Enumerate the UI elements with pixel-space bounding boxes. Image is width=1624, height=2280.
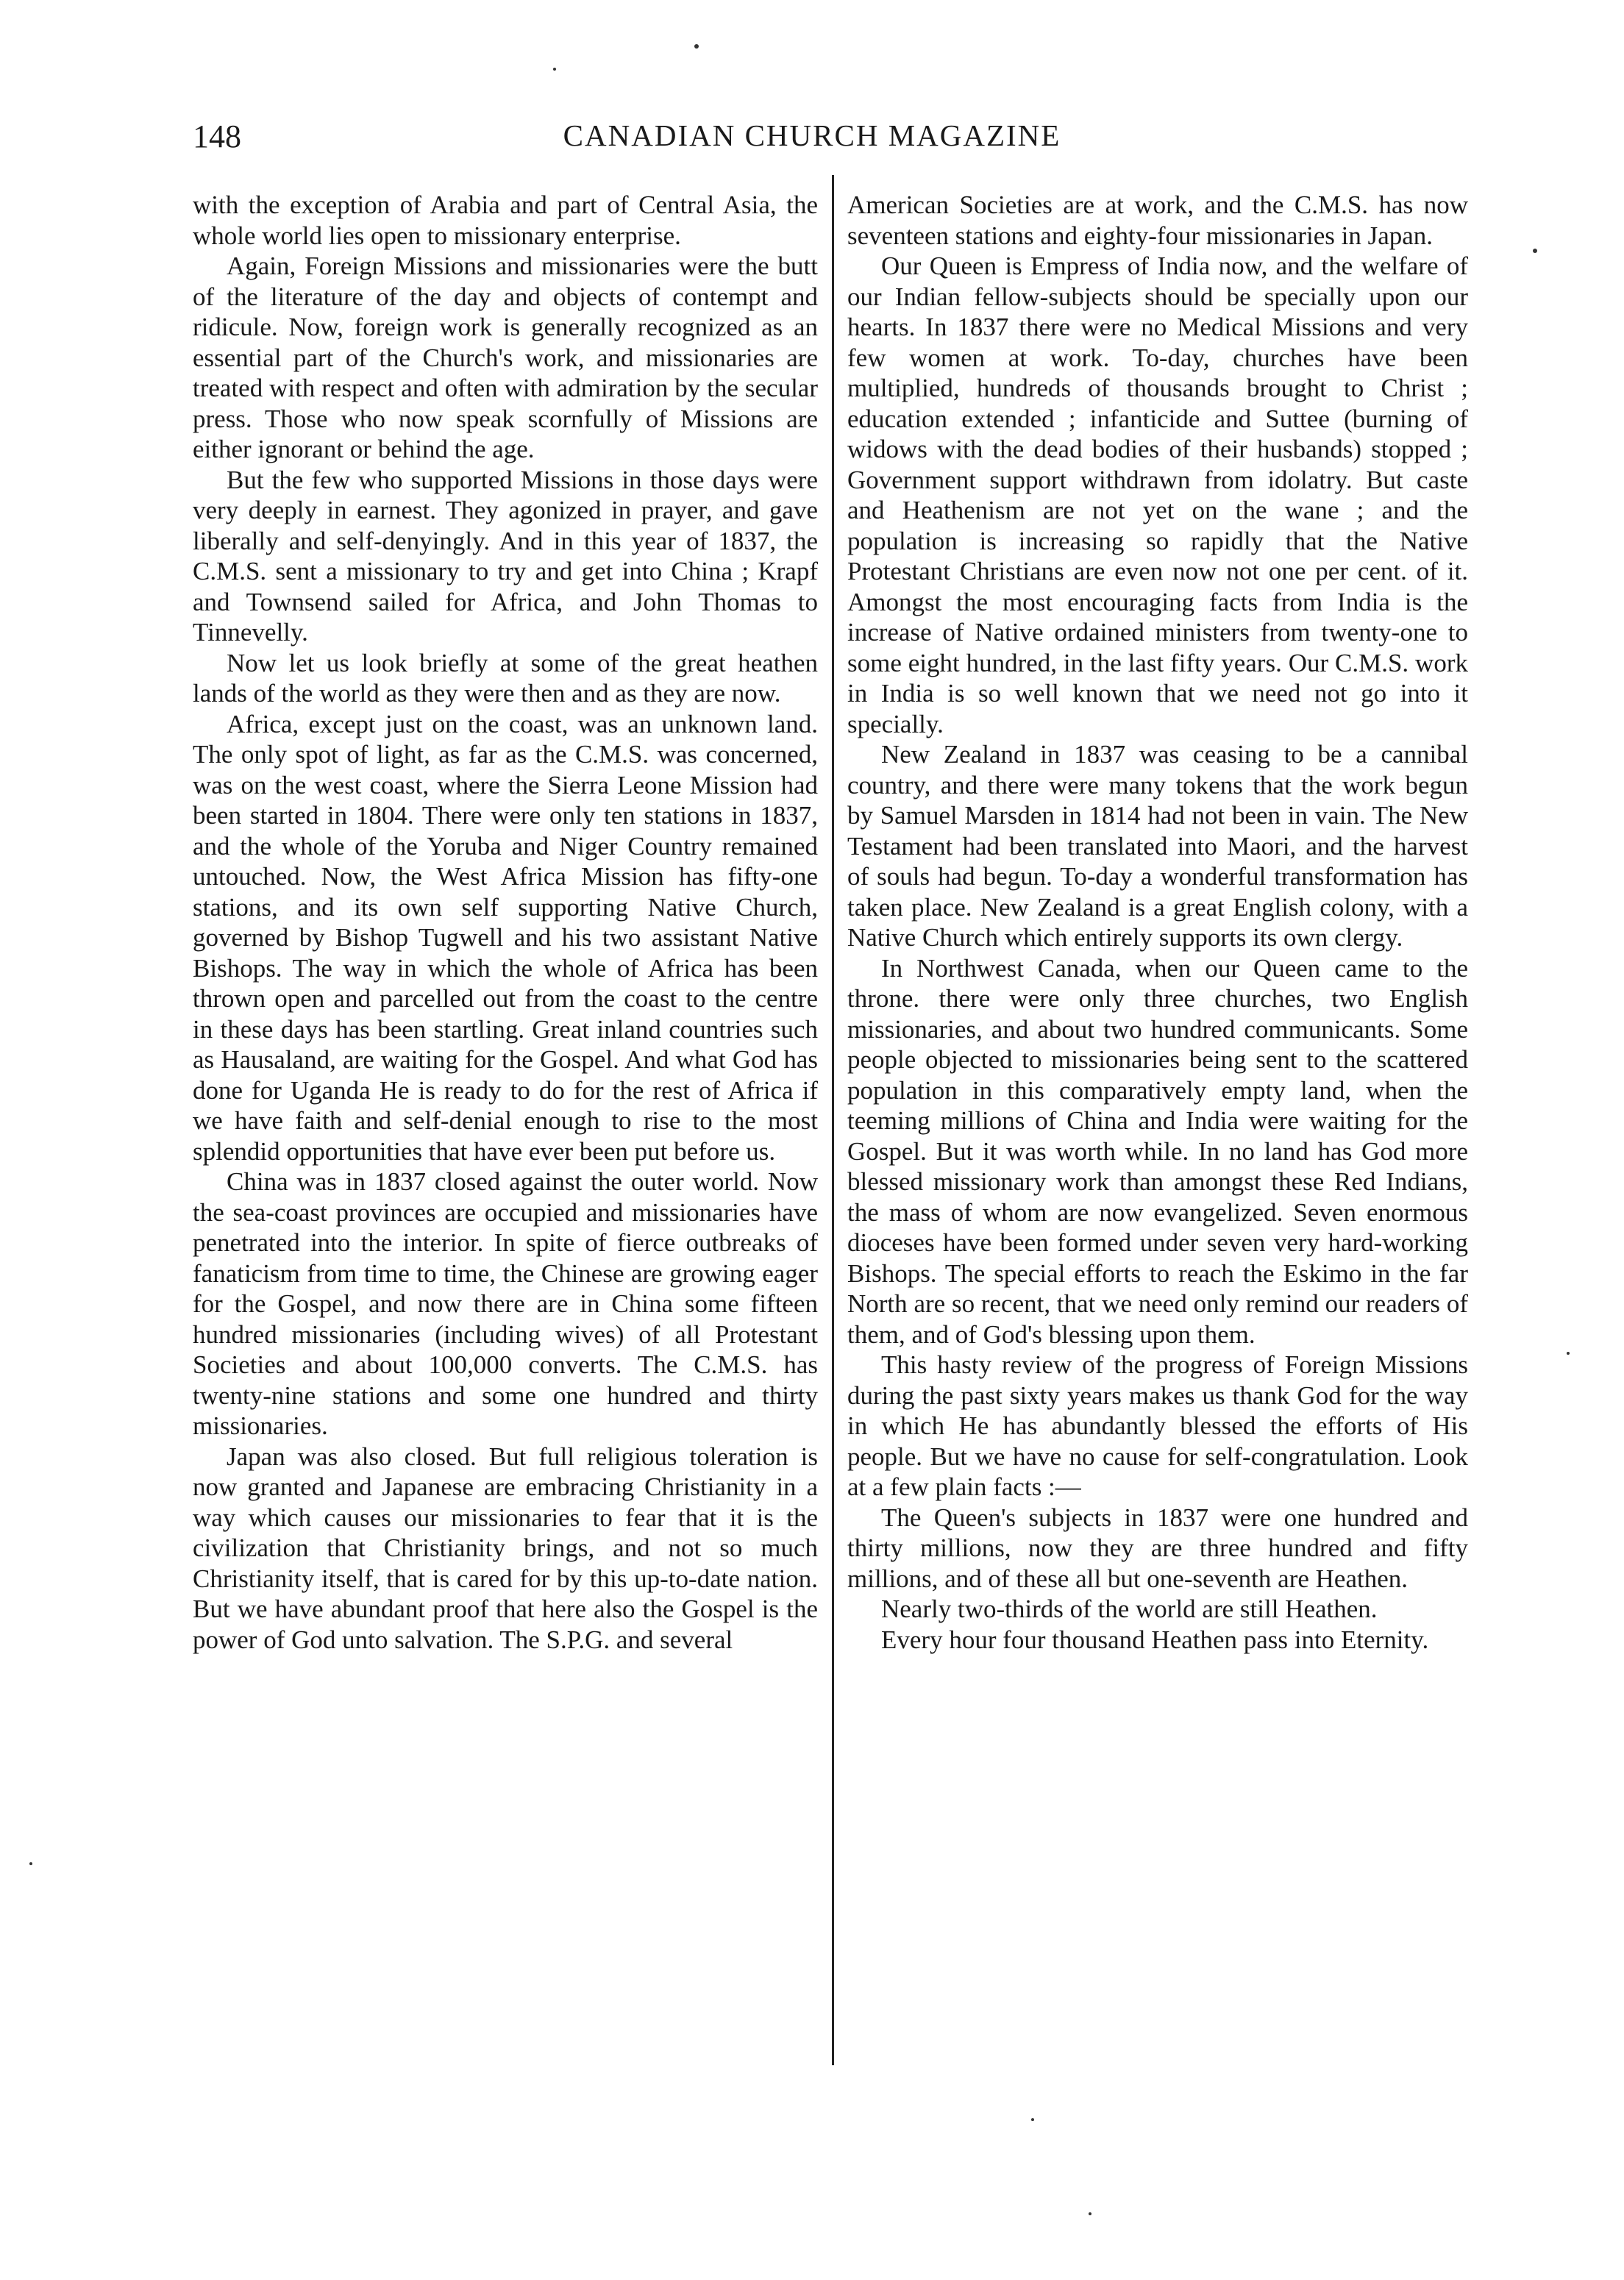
paragraph: China was in 1837 closed against the outer world. Now the sea-coast provinces are occupied and missionaries have penetrated into the interior. In spite of fierce outbreaks of fanaticism from time to time, the Chinese are growing eager for the Gospel, and now there are in China some fifteen hundred missionaries (including wives) of all Protestant Societies and about 100,000 converts. The C.M.S. has twenty-nine stations and some one hundred and thirty missionaries. (193, 1167, 818, 1440)
page-number: 148 (193, 118, 241, 154)
left-column (193, 190, 818, 1655)
paragraph: Again, Foreign Missions and missionaries were the butt of the literature of the day and objects of contempt and ridicule. Now, foreign work is generally recognized as an essential part of the Church's work, and missionaries are treated with respect and often with admiration by the secular press. Those who now speak scornfully of Missions are either ignorant or behind the age. (193, 252, 818, 463)
right-column (847, 190, 1468, 1655)
paragraph: with the exception of Arabia and part of Central Asia, the whole world lies open to missionary enterprise. (193, 190, 818, 250)
column-rule (832, 175, 834, 2065)
paragraph: Our Queen is Empress of India now, and the welfare of our Indian fellow-subjects should be specially upon our hearts. In 1837 there were no Medical Missions and very few women at work. To-day, churches have been multiplied, hundreds of thousands brought to Christ ; education extended ; infanticide and Suttee (burning of widows with the dead bodies of their husbands) stopped ; Government support withdrawn from idolatry. But caste and Heathenism are not yet on the wane ; and the population is increasing so rapidly that the Native Protestant Christians are even now not one per cent. of it. Amongst the most encouraging facts from India is the increase of Native ordained ministers from twenty-one to some eight hundred, in the last fifty years. Our C.M.S. work in India is so well known that we need not go into it specially. (847, 252, 1468, 738)
paragraph: New Zealand in 1837 was ceasing to be a cannibal country, and there were many tokens that the work begun by Samuel Marsden in 1814 had not been in vain. The New Testament had been translated into Maori, and the harvest of souls had begun. To-day a wonderful transformation has taken place. New Zealand is a great English colony, with a Native Church which entirely supports its own clergy. (847, 740, 1468, 952)
scan-speck (1533, 249, 1537, 253)
paragraph: American Societies are at work, and the C.M.S. has now seventeen stations and eighty-four missionaries in Japan. (847, 190, 1468, 250)
paragraph: The Queen's subjects in 1837 were one hundred and thirty millions, now they are three hundred and fifty millions, and of these all but one-seventh are Heathen. (847, 1503, 1468, 1593)
scan-speck (1031, 2118, 1034, 2121)
paragraph: But the few who supported Missions in those days were very deeply in earnest. They agonized in prayer, and gave liberally and self-denyingly. And in this year of 1837, the C.M.S. sent a missionary to try and get into China ; Krapf and Townsend sailed for Africa, and John Thomas to Tinnevelly. (193, 465, 818, 646)
scan-speck (1567, 1352, 1570, 1355)
paragraph: In Northwest Canada, when our Queen came to the throne. there were only three churches, two English missionaries, and about two hundred communicants. Some people objected to missionaries being sent to the scattered population in this comparatively empty land, when the teeming millions of China and India were waiting for the Gospel. But it was worth while. In no land has God more blessed missionary work than amongst these Red Indians, the mass of whom are now evangelized. Seven enormous dioceses have been formed under seven very hard-working Bishops. The special efforts to reach the Eskimo in the far North are so recent, that we need only remind our readers of them, and of God's blessing upon them. (847, 953, 1468, 1349)
paragraph: Nearly two-thirds of the world are still Heathen. (881, 1595, 1378, 1623)
scan-speck (1089, 2212, 1091, 2215)
paragraph: Every hour four thousand Heathen pass into Eternity. (881, 1625, 1429, 1654)
scan-speck (29, 1862, 32, 1865)
paragraph: Now let us look briefly at some of the great heathen lands of the world as they were then and as they are now. (193, 648, 818, 708)
running-title: CANADIAN CHURCH MAGAZINE (563, 118, 1061, 152)
paragraph: Africa, except just on the coast, was an unknown land. The only spot of light, as far as the C.M.S. was concerned, was on the west coast, where the Sierra Leone Mission had been started in 1804. There were only ten stations in 1837, and the whole of the Yoruba and Niger Country remained untouched. Now, the West Africa Mission has fifty-one stations, and its own self supporting Native Church, governed by Bishop Tugwell and his two assistant Native Bishops. The way in which the whole of Africa has been thrown open and parcelled out from the coast to the centre in these days has been startling. Great inland countries such as Hausaland, are waiting for the Gospel. And what God has done for Uganda He is ready to do for the rest of Africa if we have faith and self-denial enough to rise to the most splendid opportunities that have ever been put before us. (193, 709, 818, 1166)
scan-speck (553, 68, 556, 71)
paragraph: Japan was also closed. But full religious toleration is now granted and Japanese are embracing Christianity in a way which causes our missionaries to fear that it is the civilization that Christianity brings, and not so much Christianity itself, that is cared for by this up-to-date nation. But we have abundant proof that here also the Gospel is the power of God unto salvation. The S.P.G. and several (193, 1442, 818, 1654)
paragraph: This hasty review of the progress of Foreign Missions during the past sixty years makes us thank God for the way in which He has abundantly blessed the efforts of His people. But we have no cause for self-congratulation. Look at a few plain facts :— (847, 1350, 1468, 1501)
scan-speck (694, 44, 699, 49)
